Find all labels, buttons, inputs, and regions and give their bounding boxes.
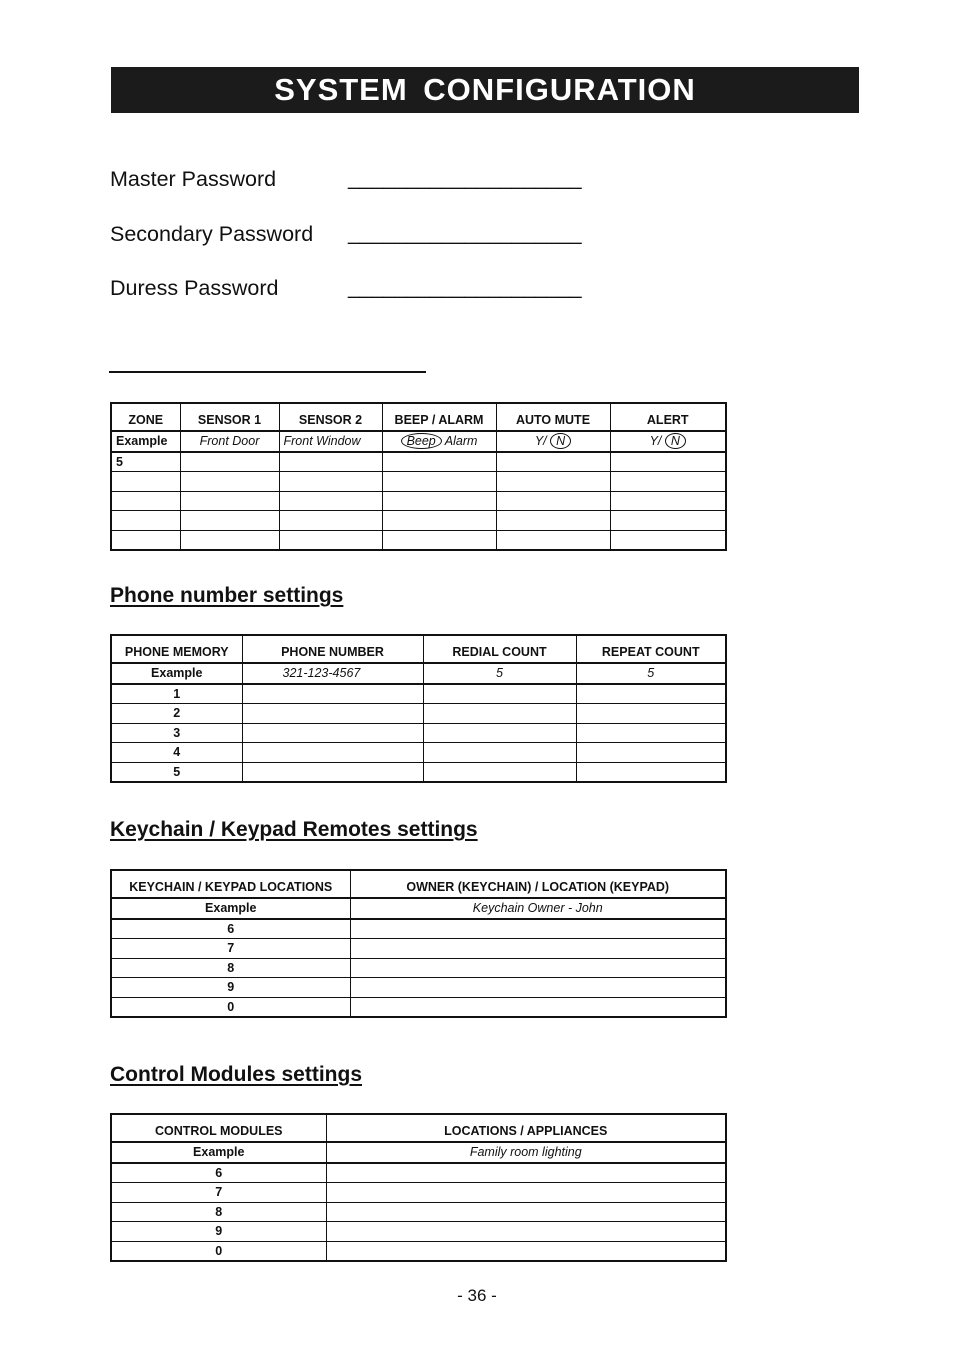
owner-location-cell[interactable] [350, 919, 726, 939]
redial-count-cell[interactable] [423, 723, 576, 743]
keychain-example-label: Example [111, 898, 350, 919]
control-table [110, 1113, 727, 1262]
secondary-password-row [110, 222, 610, 252]
keychain-number: 9 [111, 978, 350, 998]
table-row [111, 1163, 726, 1183]
zone-example-alert [610, 431, 726, 452]
header-repeat-count: REPEAT COUNT [576, 635, 726, 663]
alert-cell[interactable] [610, 511, 726, 531]
table-row [111, 472, 726, 492]
phone-example-label: Example [111, 663, 242, 684]
table-row [111, 743, 726, 763]
beep-alarm-cell[interactable] [382, 472, 496, 492]
phone-number-cell[interactable] [242, 743, 423, 763]
header-zone: ZONE [111, 403, 180, 431]
page-number: - 36 - [457, 1286, 497, 1305]
beep-alarm-cell[interactable] [382, 511, 496, 531]
auto-mute-cell[interactable] [496, 452, 610, 472]
sensor-2-cell[interactable] [279, 530, 382, 550]
table-row [111, 1183, 726, 1203]
owner-location-cell[interactable] [350, 997, 726, 1017]
alert-cell[interactable] [610, 491, 726, 511]
table-row [111, 491, 726, 511]
page-title-banner [111, 67, 859, 113]
header-sensor-1: SENSOR 1 [180, 403, 279, 431]
duress-password-field[interactable]: ____________________ [348, 276, 582, 299]
section-divider [109, 371, 426, 373]
phone-example-number: 321-123-4567 [242, 663, 423, 684]
table-row [111, 530, 726, 550]
zone-table [110, 402, 727, 551]
duress-password-label: Duress Password [110, 276, 279, 300]
master-password-label: Master Password [110, 167, 277, 191]
auto-mute-cell[interactable] [496, 530, 610, 550]
sensor-1-cell[interactable] [180, 511, 279, 531]
beep-option-circled: Beep [401, 433, 442, 449]
table-row [111, 723, 726, 743]
table-row [111, 511, 726, 531]
control-module-number: 0 [111, 1241, 326, 1261]
alert-yes: Y/ [649, 434, 662, 449]
table-row [111, 684, 726, 704]
table-row [111, 1222, 726, 1242]
phone-number-cell[interactable] [242, 684, 423, 704]
redial-count-cell[interactable] [423, 762, 576, 782]
phone-example-row [111, 663, 726, 684]
header-phone-number: PHONE NUMBER [242, 635, 423, 663]
control-section-title: Control Modules settings [110, 1063, 362, 1086]
control-module-number: 7 [111, 1183, 326, 1203]
zone-example-row [111, 431, 726, 452]
table-row [111, 958, 726, 978]
keychain-number: 7 [111, 939, 350, 959]
keychain-number: 6 [111, 919, 350, 939]
zone-example-auto-mute [496, 431, 610, 452]
phone-memory-number: 5 [111, 762, 242, 782]
phone-section-title: Phone number settings [110, 584, 344, 607]
sensor-2-cell[interactable] [279, 491, 382, 511]
zone-number[interactable] [111, 491, 180, 511]
phone-table-header [111, 635, 726, 663]
zone-number[interactable] [111, 472, 180, 492]
control-table-header [111, 1114, 726, 1142]
zone-table-header [111, 403, 726, 431]
sensor-2-cell[interactable] [279, 472, 382, 492]
table-row [111, 997, 726, 1017]
table-row [111, 1202, 726, 1222]
sensor-1-cell[interactable] [180, 472, 279, 492]
page-title: SYSTEM CONFIGURATION [274, 72, 696, 107]
location-appliance-cell[interactable] [326, 1241, 726, 1261]
phone-memory-number: 2 [111, 704, 242, 724]
alarm-option: Alarm [444, 434, 478, 449]
keychain-table-header [111, 870, 726, 898]
duress-password-row [110, 276, 610, 306]
table-row [111, 939, 726, 959]
control-example-value: Family room lighting [326, 1142, 726, 1163]
secondary-password-label: Secondary Password [110, 222, 314, 246]
sensor-1-cell[interactable] [180, 530, 279, 550]
sensor-1-cell[interactable] [180, 491, 279, 511]
auto-mute-yes: Y/ [534, 434, 547, 449]
location-appliance-cell[interactable] [326, 1222, 726, 1242]
owner-location-cell[interactable] [350, 939, 726, 959]
table-row [111, 762, 726, 782]
master-password-row [110, 167, 610, 197]
phone-memory-number: 1 [111, 684, 242, 704]
header-control-modules: CONTROL MODULES [111, 1114, 326, 1142]
alert-cell[interactable] [610, 530, 726, 550]
phone-memory-number: 4 [111, 743, 242, 763]
zone-number[interactable] [111, 530, 180, 550]
repeat-count-cell[interactable] [576, 723, 726, 743]
redial-count-cell[interactable] [423, 743, 576, 763]
phone-example-repeat: 5 [576, 663, 726, 684]
keychain-table [110, 869, 727, 1018]
sensor-1-cell[interactable] [180, 452, 279, 472]
header-sensor-2: SENSOR 2 [279, 403, 382, 431]
phone-table [110, 634, 727, 783]
header-locations-appliances: LOCATIONS / APPLIANCES [326, 1114, 726, 1142]
table-row [111, 452, 726, 472]
table-row [111, 919, 726, 939]
header-phone-memory: PHONE MEMORY [111, 635, 242, 663]
owner-location-cell[interactable] [350, 958, 726, 978]
control-module-number: 8 [111, 1202, 326, 1222]
location-appliance-cell[interactable] [326, 1163, 726, 1183]
keychain-example-value: Keychain Owner - John [350, 898, 726, 919]
control-example-label: Example [111, 1142, 326, 1163]
beep-alarm-cell[interactable] [382, 452, 496, 472]
keychain-number: 8 [111, 958, 350, 978]
alert-cell[interactable] [610, 452, 726, 472]
header-alert: ALERT [610, 403, 726, 431]
header-keychain-locations: KEYCHAIN / KEYPAD LOCATIONS [111, 870, 350, 898]
control-example-row [111, 1142, 726, 1163]
repeat-count-cell[interactable] [576, 743, 726, 763]
auto-mute-cell[interactable] [496, 472, 610, 492]
phone-number-cell[interactable] [242, 762, 423, 782]
header-auto-mute: AUTO MUTE [496, 403, 610, 431]
phone-memory-number: 3 [111, 723, 242, 743]
repeat-count-cell[interactable] [576, 762, 726, 782]
zone-example-sensor-2: Front Window [279, 431, 382, 452]
zone-example-label: Example [111, 431, 180, 452]
zone-example-sensor-1: Front Door [180, 431, 279, 452]
sensor-2-cell[interactable] [279, 452, 382, 472]
repeat-count-cell[interactable] [576, 704, 726, 724]
header-beep-alarm: BEEP / ALARM [382, 403, 496, 431]
phone-example-redial: 5 [423, 663, 576, 684]
alert-no-circled: N [665, 433, 686, 449]
control-module-number: 9 [111, 1222, 326, 1242]
beep-alarm-cell[interactable] [382, 530, 496, 550]
phone-number-cell[interactable] [242, 704, 423, 724]
secondary-password-field[interactable]: ____________________ [348, 222, 582, 245]
header-redial-count: REDIAL COUNT [423, 635, 576, 663]
auto-mute-cell[interactable] [496, 511, 610, 531]
table-row [111, 704, 726, 724]
auto-mute-cell[interactable] [496, 491, 610, 511]
redial-count-cell[interactable] [423, 704, 576, 724]
keychain-example-row [111, 898, 726, 919]
zone-example-beep-alarm [382, 431, 496, 452]
auto-mute-no-circled: N [550, 433, 571, 449]
sensor-2-cell[interactable] [279, 511, 382, 531]
zone-number: 5 [111, 452, 180, 472]
header-owner-location: OWNER (KEYCHAIN) / LOCATION (KEYPAD) [350, 870, 726, 898]
control-module-number: 6 [111, 1163, 326, 1183]
keychain-section-title: Keychain / Keypad Remotes settings [110, 818, 478, 841]
zone-number[interactable] [111, 511, 180, 531]
location-appliance-cell[interactable] [326, 1183, 726, 1203]
location-appliance-cell[interactable] [326, 1202, 726, 1222]
phone-number-cell[interactable] [242, 723, 423, 743]
master-password-field[interactable]: ____________________ [348, 167, 582, 190]
keychain-number: 0 [111, 997, 350, 1017]
alert-cell[interactable] [610, 472, 726, 492]
table-row [111, 1241, 726, 1261]
repeat-count-cell[interactable] [576, 684, 726, 704]
table-row [111, 978, 726, 998]
redial-count-cell[interactable] [423, 684, 576, 704]
beep-alarm-cell[interactable] [382, 491, 496, 511]
owner-location-cell[interactable] [350, 978, 726, 998]
